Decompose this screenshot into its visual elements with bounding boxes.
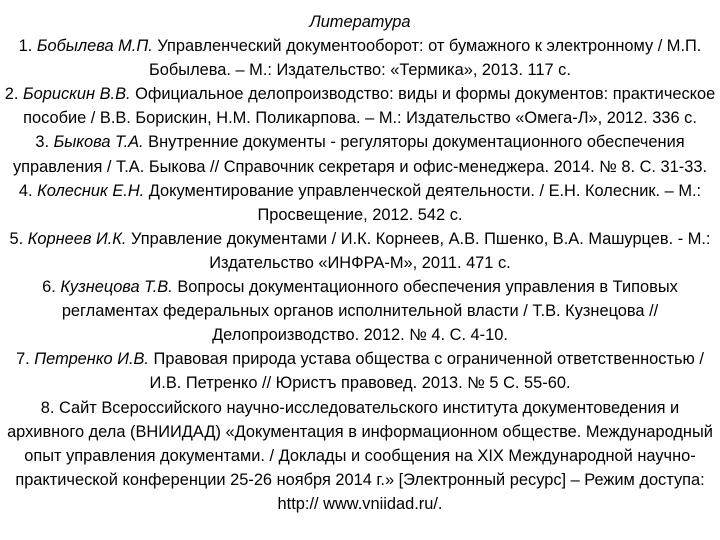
reference-item: [2, 275, 718, 347]
reference-text: Документирование управленческой деятельности. / Е.Н. Колесник. – М.: Просвещение, 2012. 542 с.: [144, 181, 702, 224]
reference-text: Правовая природа устава общества с ограниченной ответственностью / И.В. Петренко // Юристъ правовед. 2013. № 5 С. 55-60.: [149, 350, 704, 393]
reference-item: [2, 34, 718, 82]
reference-item: [2, 396, 718, 516]
reference-number: 1.: [18, 37, 33, 56]
reference-item: [2, 227, 718, 275]
reference-number: 5.: [9, 229, 24, 248]
reference-text: Сайт Всероссийского научно-исследовательского института документоведения и архивного дела (ВНИИДАД) «Документация в информационном обществе. Международный опыт управления документами. / Доклады и сообщения на XIX Международной научно-практической конференции 25-26 ноября 2014 г.» [Электронный ресурс] – Режим доступа: http:// www.vniidad.ru/.: [7, 398, 713, 513]
reference-author: Борискин В.В.: [18, 85, 131, 104]
reference-item: [2, 179, 718, 227]
reference-item: [2, 130, 718, 178]
reference-text: Вопросы документационного обеспечения управления в Типовых регламентах федеральных органов исполнительной власти / Т.В. Кузнецова // Делопроизводство. 2012. № 4. С. 4-10.: [61, 278, 678, 345]
reference-number: 2.: [4, 85, 19, 104]
reference-author: Петренко И.В.: [29, 350, 149, 369]
reference-author: Бобылева М.П.: [32, 37, 153, 56]
reference-text: Управленческий документооборот: от бумажного к электронному / М.П. Бобылева. – М.: Издательство: «Термика», 2013. 117 с.: [149, 37, 702, 80]
reference-text: Официальное делопроизводство: виды и формы документов: практическое пособие / В.В. Борискин, Н.М. Поликарпова. – М.: Издательство «Омега-Л», 2012. 336 с.: [23, 85, 716, 128]
reference-number: 4.: [18, 181, 33, 200]
document-page: [2, 10, 718, 516]
reference-item: [2, 347, 718, 395]
reference-number: 3.: [35, 133, 50, 152]
reference-text: Управление документами / И.К. Корнеев, А.В. Пшенко, В.А. Машурцев. - М.: Издательство «ИНФРА-М», 2011. 471 с.: [126, 229, 711, 272]
reference-number: 6.: [42, 278, 56, 297]
reference-item: [2, 82, 718, 130]
page-title: Литература: [309, 13, 411, 31]
reference-author: Колесник Е.Н.: [32, 181, 145, 200]
reference-number: 8.: [40, 398, 55, 417]
reference-author: Быкова Т.А.: [49, 133, 144, 152]
reference-author: Кузнецова Т.В.: [55, 278, 173, 297]
reference-text: Внутренние документы - регуляторы документационного обеспечения управления / Т.А. Быкова // Справочник секретаря и офис-менеджера. 2014. № 8. С. 31-33.: [12, 133, 707, 176]
reference-number: 7.: [16, 350, 30, 369]
reference-author: Корнеев И.К.: [23, 229, 127, 248]
